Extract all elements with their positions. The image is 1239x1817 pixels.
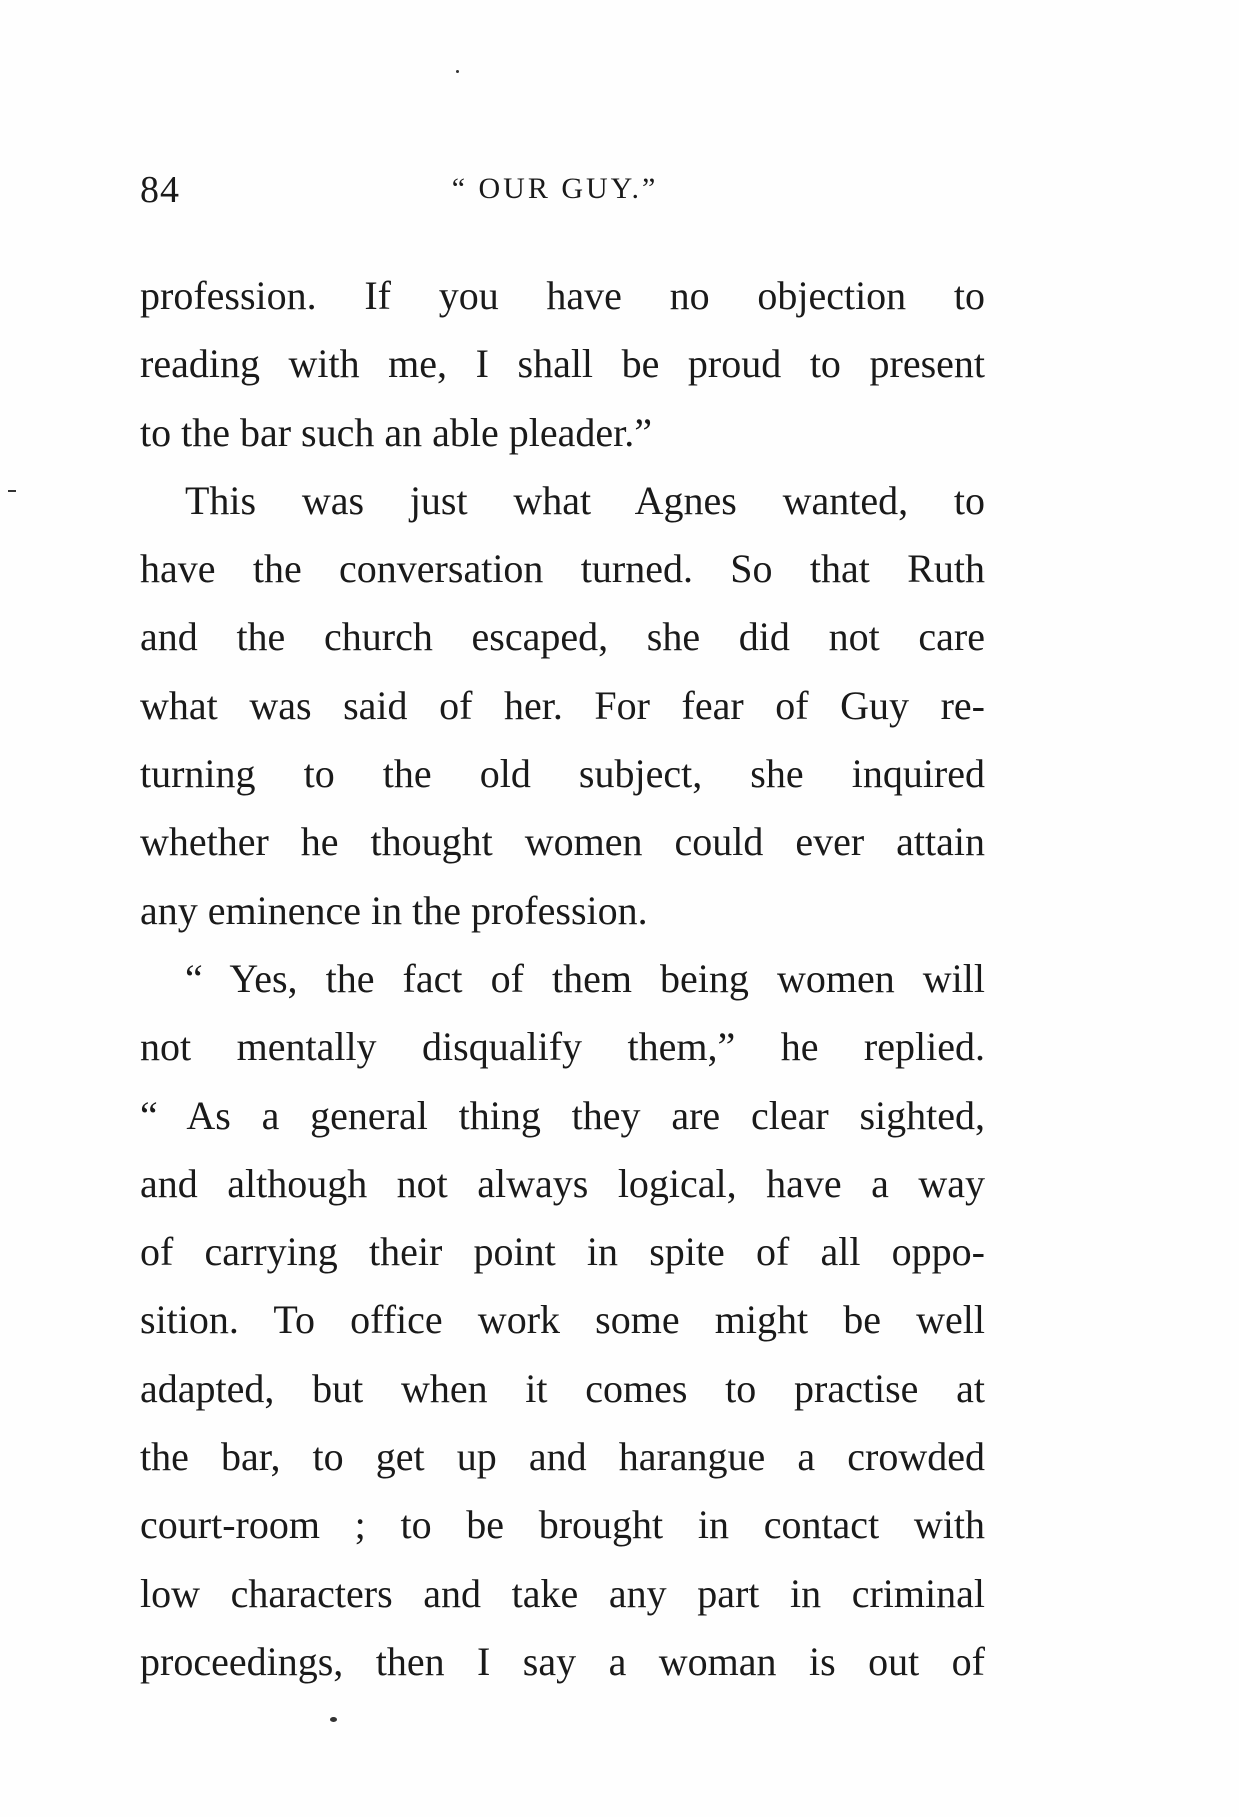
text-line: of carrying their point in spite of all oppo- <box>140 1229 985 1275</box>
text-line: what was said of her. For fear of Guy re- <box>140 682 985 728</box>
text-line: “ Yes, the fact of them being women will <box>185 955 985 1001</box>
text-line: have the conversation turned. So that Ruth <box>140 546 985 592</box>
text-line: low characters and take any part in criminal <box>140 1570 985 1616</box>
text-line: adapted, but when it comes to practise at <box>140 1365 985 1411</box>
body-text <box>140 262 985 1696</box>
text-line: profession. If you have no objection to <box>140 273 985 318</box>
text-line: This was just what Agnes wanted, to <box>185 477 985 523</box>
ink-speck <box>8 490 16 492</box>
page-header <box>140 168 980 218</box>
text-line: to the bar such an able pleader.” <box>140 409 652 455</box>
ink-speck <box>330 1717 337 1722</box>
running-title: “ OUR GUY.” <box>451 172 659 205</box>
text-line: court-room ; to be brought in contact with <box>140 1502 985 1548</box>
ink-speck <box>456 70 459 73</box>
text-line: proceedings, then I say a woman is out of <box>140 1638 985 1684</box>
text-line: sition. To office work some might be well <box>140 1297 985 1343</box>
text-line: reading with me, I shall be proud to present <box>140 341 985 387</box>
text-line: the bar, to get up and harangue a crowded <box>140 1434 985 1480</box>
text-line: turning to the old subject, she inquired <box>140 751 985 797</box>
text-line: and the church escaped, she did not care <box>140 614 985 660</box>
text-line: whether he thought women could ever attain <box>140 819 985 865</box>
text-line: “ As a general thing they are clear sighted, <box>140 1092 985 1138</box>
text-line: any eminence in the profession. <box>140 887 648 933</box>
text-line: and although not always logical, have a way <box>140 1160 985 1206</box>
text-line: not mentally disqualify them,” he replied. <box>140 1024 985 1070</box>
page-number: 84 <box>140 169 180 211</box>
